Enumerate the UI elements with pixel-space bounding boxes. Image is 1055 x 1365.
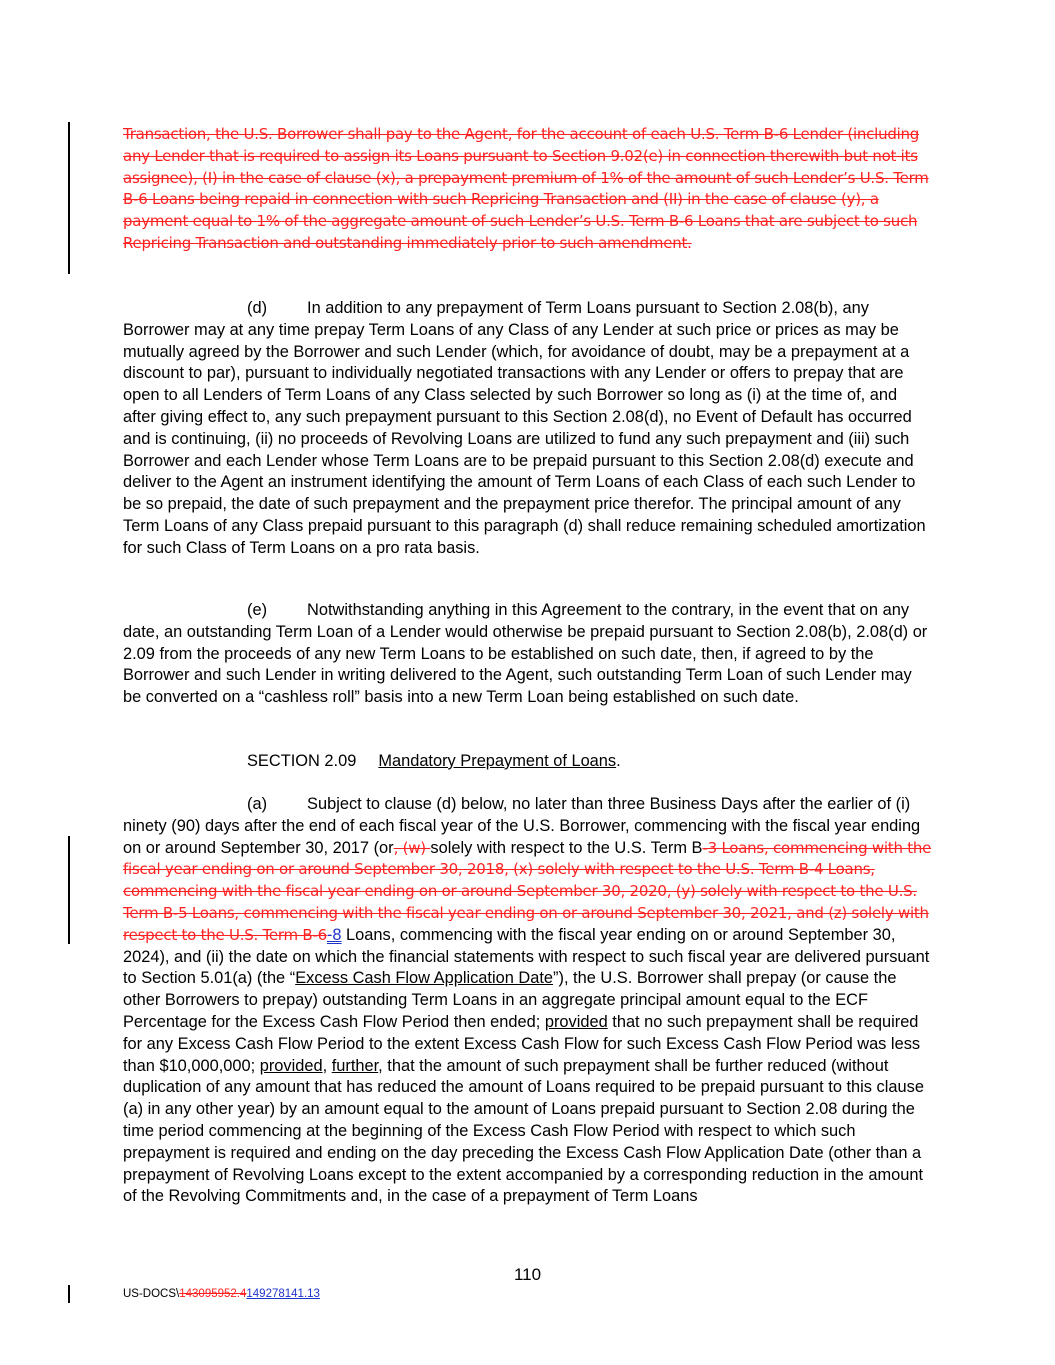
- section-heading: [123, 751, 933, 773]
- defined-term-ecf-application-date: Excess Cash Flow Application Date: [295, 969, 554, 988]
- page-number: 110: [513, 1265, 542, 1284]
- paragraph-d-text: In addition to any prepayment of Term Loans pursuant to Section 2.08(b), any Borrower may at any time prepay Term Loans of any Class of any Lender at such price or prices as may be mutually agreed by the Borrower and such Lender (which, for avoidance of doubt, may be a prepayment at a discount to par), pursuant to individually negotiated transactions with any Lender or offers to prepay that are open to all Lenders of Term Loans of any Class selected by such Borrower so long as (i) at the time of, and after giving effect to, any such prepayment pursuant to this Section 2.08(d), no Event of Default has occurred and is continuing, (ii) no proceeds of Revolving Loans are utilized to fund any such prepayment and (iii) such Borrower and each Lender whose Term Loans are to be prepaid pursuant to this Section 2.08(d) execute and deliver to the Agent an instrument identifying the amount of Term Loans of each Class of each such Lender to be so prepaid, the date of such prepayment and the prepayment price therefor. The principal amount of any Term Loans of any Class prepaid pursuant to this paragraph (d) shall reduce remaining scheduled amortization for such Class of Term Loans on a pro rata basis.: [123, 299, 926, 557]
- paragraph-a-text-7: , that the amount of such prepayment shall be further reduced (without duplication of any amount that has reduced the amount of Loans required to be prepaid pursuant to this clause (a) in any other year) by an amount equal to the amount of Loans prepaid pursuant to Section 2.08 during the time period commencing at the beginning of the Excess Cash Flow Period with respect to which such prepayment is required and ending on the day preceding the Excess Cash Flow Application Date (other than a prepayment of Revolving Loans except to the extent accompanied by a corresponding reduction in the amount of the Revolving Commitments and, in the case of a prepayment of Term Loans: [123, 1056, 924, 1206]
- change-bar-footer: [68, 1285, 70, 1303]
- paragraph-a: [123, 794, 933, 1208]
- change-bar-top: [68, 122, 70, 274]
- document-id-footer: [123, 1288, 320, 1300]
- footer-prefix: US-DOCS\: [123, 1288, 180, 1300]
- paragraph-a-text-3: Loans, commencing with the fiscal year ending on or around September 30, 2024), and (ii) the date on which the financial statements with respect to such fiscal year are delivered pursuant to Section 5.01(a) (the “: [123, 925, 930, 988]
- paragraph-e-label: (e): [247, 601, 268, 619]
- section-title: Mandatory Prepayment of Loans: [378, 752, 617, 770]
- provided-term-2: provided: [259, 1056, 323, 1075]
- paragraph-e-text: Notwithstanding anything in this Agreement to the contrary, in the event that on any date, an outstanding Term Loan of a Lender would otherwise be prepaid pursuant to Section 2.08(b), 2.08(d) or 2.09 from the proceeds of any new Term Loans to be established on such date, then, if agreed to by the Borrower and such Lender in writing delivered to the Agent, such outstanding Term Loan of such Lender may be converted on a “cashless roll” basis into a new Term Loan being established on such date.: [123, 601, 928, 707]
- section-number: SECTION 2.09: [247, 752, 357, 770]
- inserted-term-b8: -8: [326, 925, 342, 944]
- paragraph-a-label: (a): [247, 795, 268, 813]
- footer-inserted-id: 149278141.13: [246, 1288, 320, 1300]
- further-term: further: [331, 1056, 379, 1075]
- deleted-paragraph: [123, 124, 933, 255]
- paragraph-a-text-5: that no such prepayment shall be required for any Excess Cash Flow Period to the extent Excess Cash Flow for such Excess Cash Flow Period was less than $10,000,000;: [123, 1012, 921, 1075]
- paragraph-a-text-2: solely with respect to the U.S. Term B: [430, 838, 703, 857]
- paragraph-a-text-4: ”), the U.S. Borrower shall prepay (or cause the other Borrowers to prepay) outstanding Term Loans in an aggregate principal amount equal to the ECF Percentage for the Excess Cash Flow Period then ended;: [123, 969, 897, 1031]
- paragraph-e: [123, 600, 933, 709]
- paragraph-a-text-1: Subject to clause (d) below, no later than three Business Days after the earlier of (i) ninety (90) days after the end of each fiscal year of the U.S. Borrower, commencing with the fiscal year ending on or around September 30, 2017 (or: [123, 795, 921, 857]
- paragraph-d-label: (d): [247, 299, 268, 317]
- change-bar-middle: [68, 836, 70, 944]
- footer-deleted-id: 143095952.4: [179, 1288, 247, 1300]
- paragraph-d: [123, 298, 933, 560]
- provided-term: provided: [544, 1012, 608, 1031]
- deleted-term-loan-clauses: -3 Loans, commencing with the fiscal year ending on or around September 30, 2018, (x) solely with respect to the U.S. Term B-4 Loans, commencing with the fiscal year ending on or around September 30, 2020, (y) solely with respect to the U.S. Term B-5 Loans, commencing with the fiscal year ending on or around September 30, 2021, and (z) solely with respect to the U.S. Term B-6: [123, 838, 932, 944]
- paragraph-a-text-6: ,: [322, 1056, 332, 1075]
- deleted-text: Transaction, the U.S. Borrower shall pay to the Agent, for the account of each U.S. Term B-6 Lender (including any Lender that is required to assign its Loans pursuant to Section 9.02(e) in connection therewith but not its assignee), (I) in the case of clause (x), a prepayment premium of 1% of the amount of such Lender’s U.S. Term B-6 Loans being repaid in connection with such Repricing Transaction and (II) in the case of clause (y), a payment equal to 1% of the aggregate amount of such Lender’s U.S. Term B-6 Loans that are subject to such Repricing Transaction and outstanding immediately prior to such amendment.: [123, 125, 929, 252]
- section-title-period: .: [616, 752, 621, 770]
- deleted-clause-w: , (w): [393, 838, 431, 857]
